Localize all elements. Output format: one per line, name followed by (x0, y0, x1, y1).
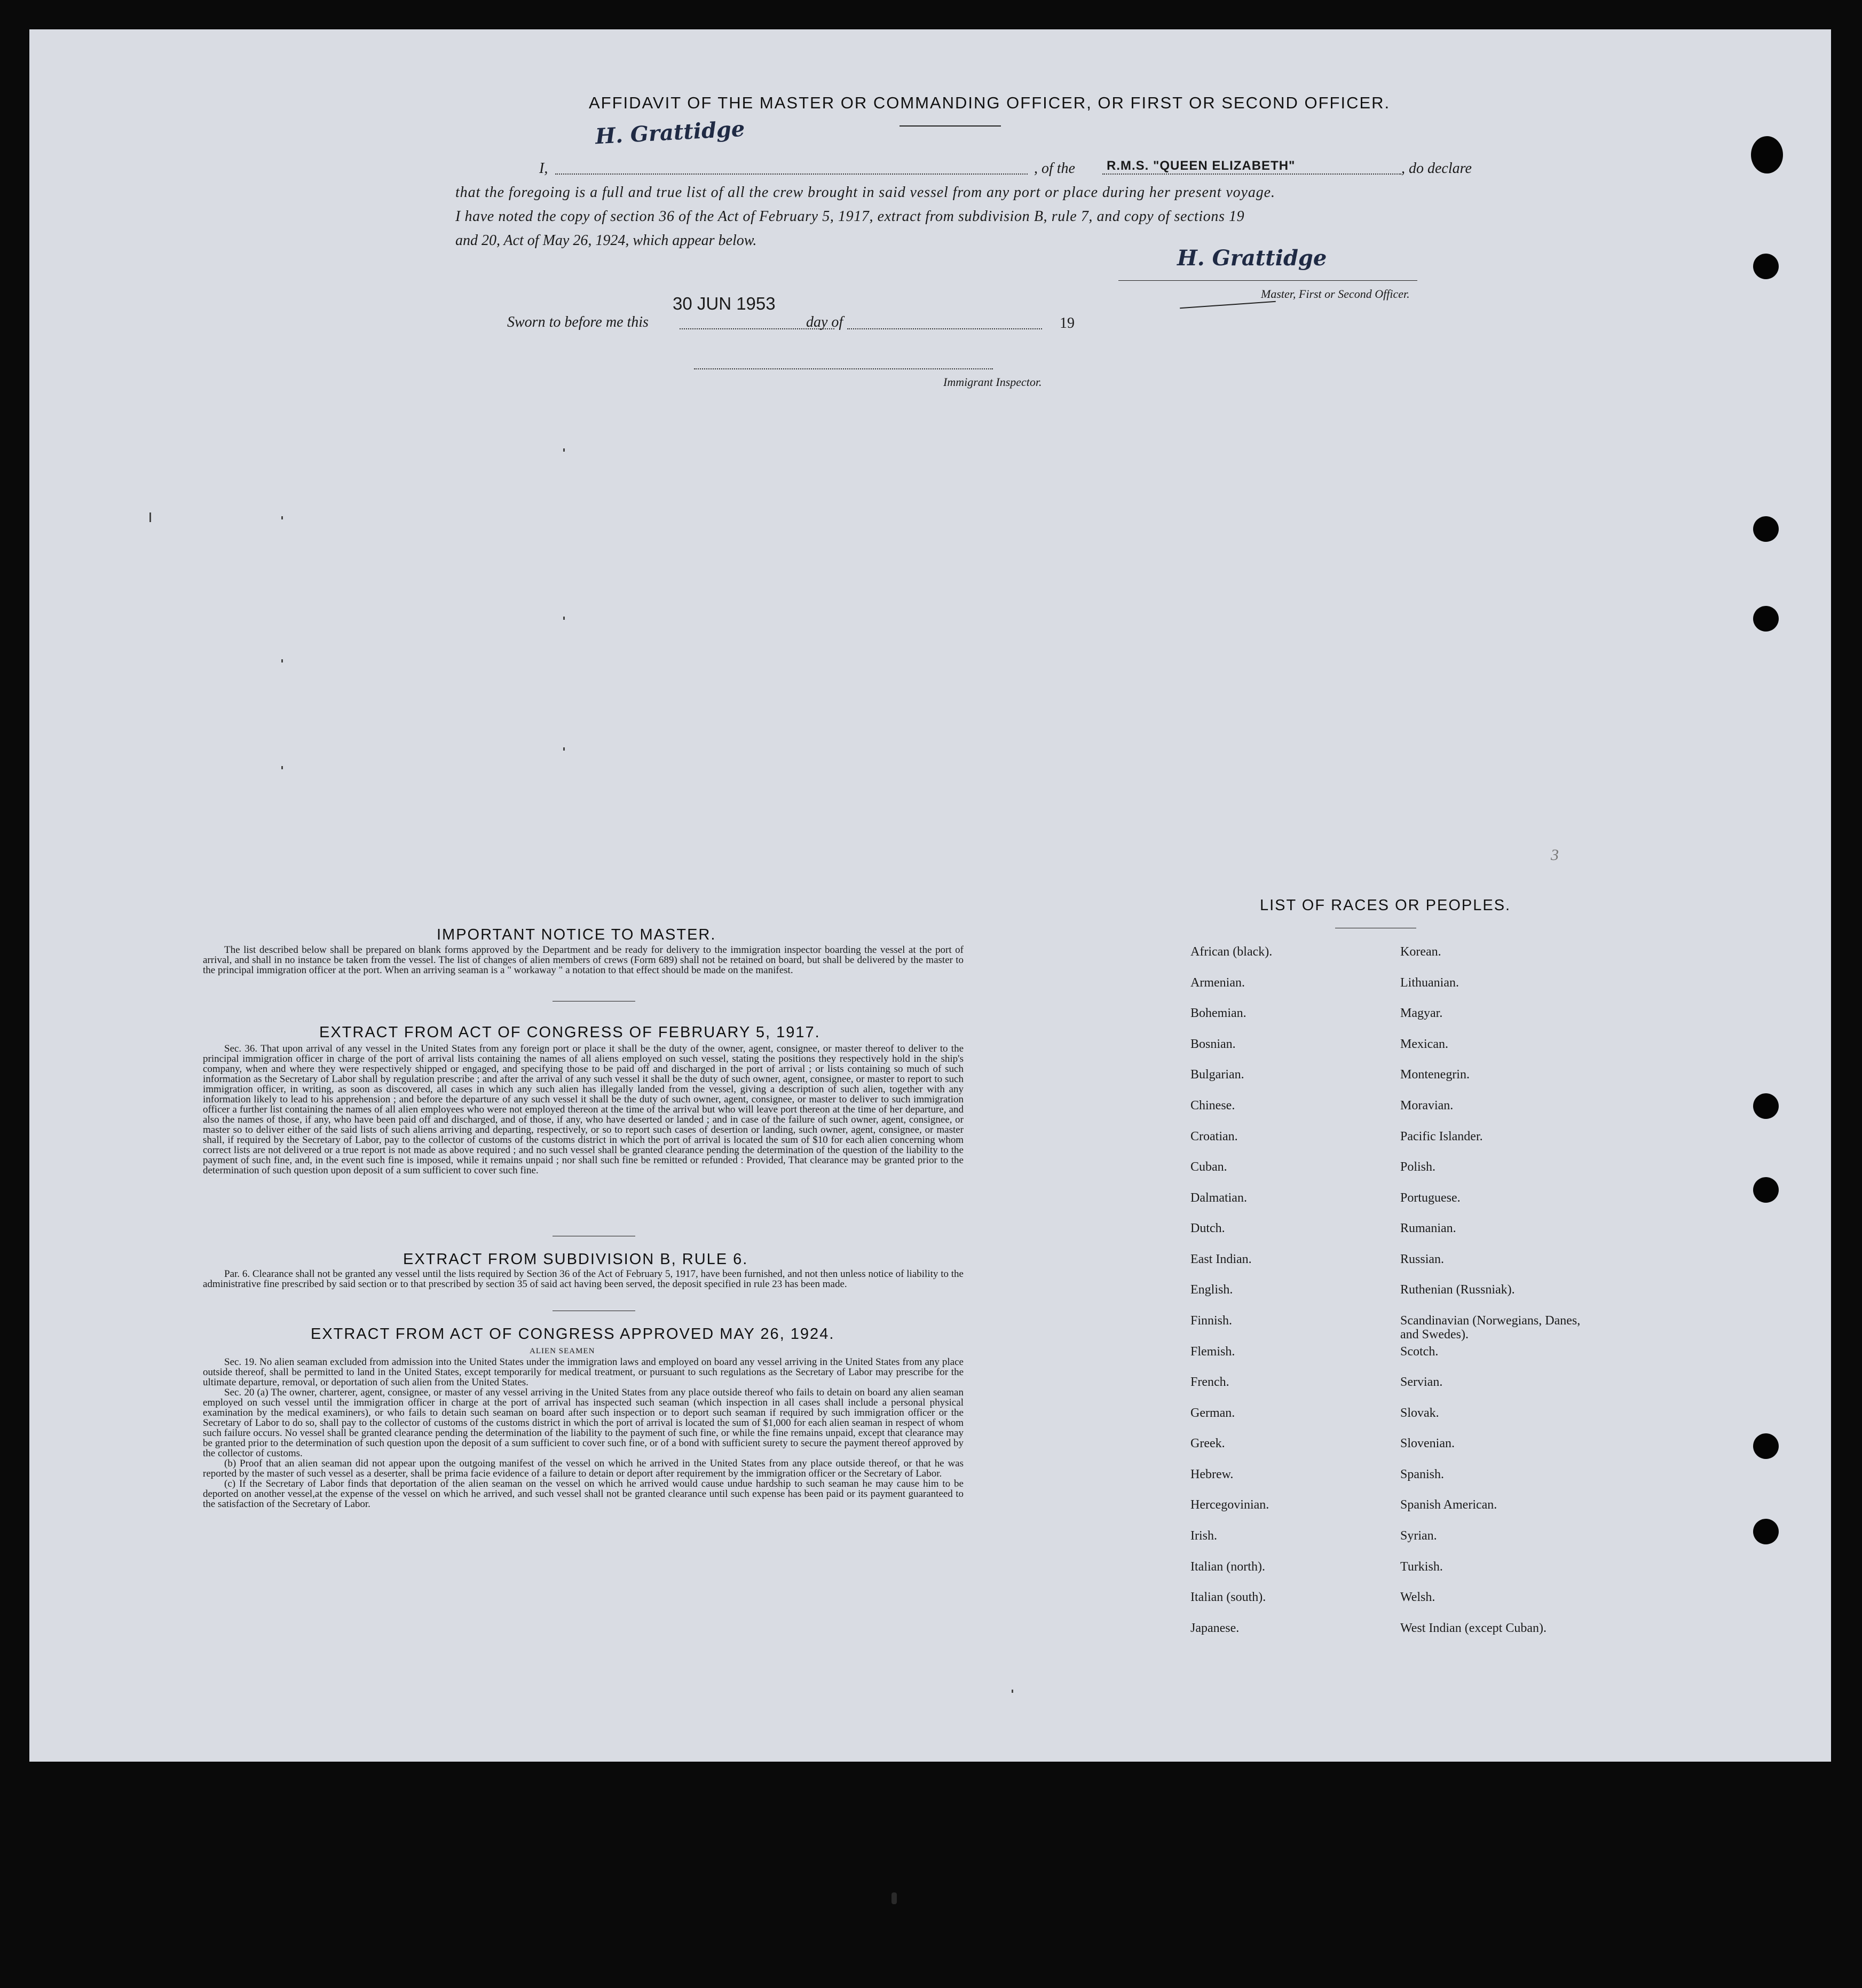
race-item: Bulgarian. (1190, 1068, 1244, 1082)
inspector-line (694, 368, 993, 369)
subdivision-b-body: Par. 6. Clearance shall not be granted any vessel until the lists required by Section 36 of the Act of February 5, 1917, have been furnished, and not then unless notice of liability to the administrative fine prescribed by said section or to that prescribed by section 35 of said act having been served, the deposit specified in rule 23 has been made. (203, 1268, 964, 1290)
race-item: Greek. (1190, 1437, 1225, 1450)
subdivision-b-title: EXTRACT FROM SUBDIVISION B, RULE 6. (403, 1251, 748, 1268)
race-item: Ruthenian (Russniak). (1400, 1283, 1515, 1297)
punch-hole (1753, 606, 1779, 632)
race-item: Mexican. (1400, 1037, 1448, 1051)
race-item: West Indian (except Cuban). (1400, 1621, 1547, 1635)
race-item: Slovenian. (1400, 1437, 1455, 1450)
race-item: Turkish. (1400, 1560, 1443, 1574)
sworn-month-line (847, 328, 1042, 329)
race-item: Syrian. (1400, 1529, 1437, 1543)
date-stamp: 30 JUN 1953 (673, 294, 776, 313)
race-item: Spanish. (1400, 1468, 1445, 1481)
punch-hole (1753, 516, 1779, 542)
punch-hole (1753, 1433, 1779, 1459)
race-item: Dutch. (1190, 1221, 1225, 1235)
extract-1924-body (203, 1357, 964, 1509)
race-item: Irish. (1190, 1529, 1217, 1543)
day-of-label: day of (806, 314, 843, 330)
race-item: Scotch. (1400, 1345, 1439, 1359)
races-title: LIST OF RACES OR PEOPLES. (1260, 897, 1511, 914)
punch-hole (1753, 254, 1779, 279)
race-item: African (black). (1190, 945, 1273, 959)
race-item: Hercegovinian. (1190, 1498, 1269, 1512)
title-underline (900, 125, 1001, 127)
master-label: Master, First or Second Officer. (1261, 287, 1410, 301)
extract-1917-title: EXTRACT FROM ACT OF CONGRESS OF FEBRUARY 5, 1917. (319, 1024, 820, 1041)
top-signature: H. Grattidge (594, 116, 746, 149)
declaration-line-3: I have noted the copy of section 36 of the Act of February 5, 1917, extract from subdivision B, rule 7, and copy of sections 19 (455, 208, 1245, 225)
race-item: English. (1190, 1283, 1233, 1297)
race-item: Magyar. (1400, 1006, 1443, 1020)
race-item: Slovak. (1400, 1406, 1439, 1420)
margin-tick (281, 659, 283, 662)
master-signature: H. Grattidge (1177, 246, 1327, 271)
master-sign-line (1118, 280, 1417, 281)
race-item: Polish. (1400, 1160, 1436, 1174)
race-item: Croatian. (1190, 1130, 1238, 1143)
punch-hole (1753, 1093, 1779, 1119)
margin-tick (281, 766, 283, 769)
race-item: Servian. (1400, 1375, 1443, 1389)
document-page (29, 29, 1831, 1762)
race-item: Finnish. (1190, 1314, 1233, 1328)
race-item: Bosnian. (1190, 1037, 1236, 1051)
race-item: Welsh. (1400, 1590, 1435, 1604)
name-line (555, 173, 1028, 175)
margin-tick (149, 512, 151, 522)
punch-hole (1753, 1177, 1779, 1203)
ship-line (1102, 173, 1401, 175)
sec20b-text: (b) Proof that an alien seaman did not appear upon the outgoing manifest of the vessel on which he arrived in the United States from any place outside thereof, or that he was reported by the master of such vessel as a deserter, shall be prima facie evidence of a failure to detain or deport after requirement by the immigration officer or the Secretary of Labor. (203, 1458, 964, 1479)
race-item: Flemish. (1190, 1345, 1235, 1359)
race-item: Armenian. (1190, 976, 1245, 990)
pencil-mark: 3 (1551, 846, 1559, 864)
race-item: Dalmatian. (1190, 1191, 1247, 1205)
signature-stroke (1180, 301, 1276, 309)
sworn-label: Sworn to before me this (507, 314, 649, 330)
race-item: Russian. (1400, 1252, 1445, 1266)
race-item: Portuguese. (1400, 1191, 1461, 1205)
race-item: Chinese. (1190, 1099, 1235, 1113)
race-item: Hebrew. (1190, 1468, 1234, 1481)
punch-hole (1753, 1519, 1779, 1544)
margin-tick (563, 747, 565, 751)
margin-tick (281, 516, 283, 519)
sec20c-text: (c) If the Secretary of Labor finds that deportation of the alien seaman on the vessel on which he arrived would cause undue hardship to such seaman he may cause him to be deported on another vessel,at the expense of the vessel on which he arrived, and such vessel shall not be granted clearance until such expense has been paid or its payment guaranteed to the satisfaction of the Secretary of Labor. (203, 1478, 964, 1510)
extract-1924-title: EXTRACT FROM ACT OF CONGRESS APPROVED MAY 26, 1924. (311, 1326, 835, 1343)
inspector-label: Immigrant Inspector. (943, 375, 1042, 389)
race-item: Montenegrin. (1400, 1068, 1470, 1082)
race-item: Lithuanian. (1400, 976, 1459, 990)
race-item: Scandinavian (Norwegians, Danes, and Swedes). (1400, 1314, 1581, 1342)
punch-hole (1751, 136, 1783, 173)
race-item: Pacific Islander. (1400, 1130, 1483, 1143)
race-item: Cuban. (1190, 1160, 1227, 1174)
year-prefix: 19 (1060, 315, 1075, 332)
notice-body: The list described below shall be prepared on blank forms approved by the Department and be ready for delivery to the immigration inspector boarding the vessel at the port of arrival, and shall in no instance be taken from the vessel. The list of changes of alien members of crews (Form 689) shall not be retained on board, but shall be delivered by the master to the principal immigration officer at the port. When an arriving seaman is a " workaway " a notation to that effect should be made on the manifest. (203, 944, 964, 976)
of-the-label: , of the (1034, 160, 1075, 177)
race-item: Rumanian. (1400, 1221, 1456, 1235)
declaration-i: I, (539, 160, 548, 177)
scanner-mark (891, 1892, 897, 1904)
race-item: Korean. (1400, 945, 1441, 959)
declaration-line-2: that the foregoing is a full and true list of all the crew brought in said vessel from any port or place during her present voyage. (455, 184, 1275, 201)
race-item: German. (1190, 1406, 1235, 1420)
sec20a-text: Sec. 20 (a) The owner, charterer, agent, consignee, or master of any vessel arriving in the United States from any place outside thereof who fails to detain on board any alien seaman employed on such vessel until the immigration officer in charge at the port of arrival has inspected such seaman (which inspection in all cases shall include a personal physical examination by the medical examiners), or who fails to detain such seaman on board after such inspection or to deport such seaman if required by such immigration officer or the Secretary of Labor to do so, shall pay to the collector of customs of the customs district in which the port of arrival is located the sum of $1,000 for each alien seaman in respect of whom such failure occurs. No vessel shall be granted clearance pending the determination of the liability to the payment of such fine, or while the fine remains unpaid, except that clearance may be granted prior to the determination of such question upon the deposit of a sum sufficient to cover such fine, or of a bond with sufficient surety to secure the payment thereof approved by the collector of customs. (203, 1387, 964, 1459)
do-declare-label: , do declare (1401, 160, 1472, 177)
race-item: Bohemian. (1190, 1006, 1246, 1020)
margin-tick (563, 617, 565, 620)
margin-tick (1012, 1690, 1013, 1693)
race-item: Spanish American. (1400, 1498, 1497, 1512)
sec19-text: Sec. 19. No alien seaman excluded from admission into the United States under the immigration laws and employed on board any vessel arriving in the United States from any place outside thereof, shall be permitted to land in the United States, except temporarily for medical treatment, or pursuant to such regulations as the Secretary of Labor may prescribe for the ultimate departure, removal, or deportation of such alien from the United States. (203, 1356, 964, 1388)
extract-1917-body: Sec. 36. That upon arrival of any vessel in the United States from any foreign port or place it shall be the duty of the owner, agent, consignee, or master thereof to deliver to the principal immigration officer in charge of the port of arrival lists containing the names of all aliens employed on such vessel, stating the positions they respectively hold in the ship's company, when and where they were respectively shipped or engaged, and specifying those to be paid off and discharged in the port of arrival ; or lists containing so much of such information as the Secretary of Labor shall by regulation prescribe ; and after the arrival of any such vessel it shall be the duty of such owner, agent, consignee, or master to report to such immigration officer, in writing, as soon as discovered, all cases in which any such alien has illegally landed from the vessel, giving a description of such alien, together with any information likely to lead to his apprehension ; and before the departure of any such vessel it shall be the duty of such owner, agent, consignee, or master to deliver to such immigration officer a further list containing the names of all alien employees who were not employed thereon at the time of the arrival but who will leave port thereon at the time of her departure, and also the names of those, if any, who have been paid off and discharged, and of those, if any, who have deserted or landed ; and in case of the failure of such owner, agent, consignee, or master so to deliver either of the said lists of such aliens arriving and departing, respectively, or so to report such cases of desertion or landing, such owner, agent, consignee, or master shall, if required by the Secretary of Labor, pay to the collector of customs of the customs district in which the port of arrival is located the sum of $10 for each alien concerning whom correct lists are not delivered or a true report is not made as above required ; and no such vessel shall be granted clearance pending the determination of the question of the liability to the payment of such fine, and, in the event such fine is imposed, while it remains unpaid ; nor shall such fine be remitted or refunded : Provided, That clearance may be granted prior to the determination of such question upon deposit of a sum sufficient to cover such fine. (203, 1043, 964, 1176)
race-item: Japanese. (1190, 1621, 1240, 1635)
race-item: Italian (south). (1190, 1590, 1266, 1604)
alien-seamen-subtitle: ALIEN SEAMEN (530, 1347, 595, 1355)
race-item: East Indian. (1190, 1252, 1252, 1266)
margin-tick (563, 448, 565, 452)
race-item: French. (1190, 1375, 1229, 1389)
affidavit-title: AFFIDAVIT OF THE MASTER OR COMMANDING OFFICER, OR FIRST OR SECOND OFFICER. (589, 93, 1391, 112)
declaration-line-4: and 20, Act of May 26, 1924, which appear below. (455, 232, 757, 249)
notice-title: IMPORTANT NOTICE TO MASTER. (437, 926, 716, 943)
race-item: Italian (north). (1190, 1560, 1265, 1574)
ship-name: R.M.S. "QUEEN ELIZABETH" (1107, 159, 1296, 173)
race-item: Moravian. (1400, 1099, 1454, 1113)
